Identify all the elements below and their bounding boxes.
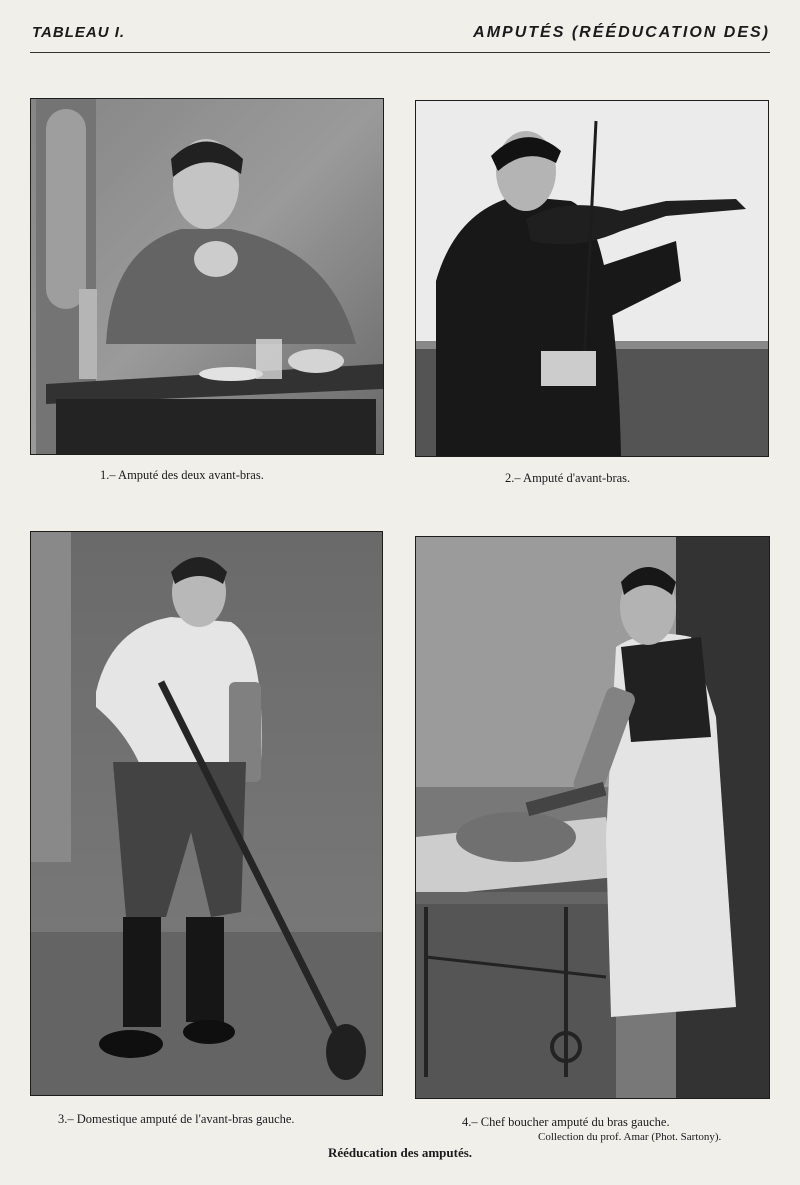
header-rule — [30, 52, 770, 53]
plate-number: TABLEAU I. — [32, 24, 126, 41]
photo-man-playing-violin — [415, 100, 769, 457]
running-title: AMPUTÉS (RÉÉDUCATION DES) — [473, 24, 770, 41]
photo-man-sweeping-broom — [30, 531, 383, 1096]
photo-credit: Collection du prof. Amar (Phot. Sartony). — [538, 1131, 722, 1143]
page-caption: Rééducation des amputés. — [327, 1145, 473, 1160]
figure-caption-4: 4.– Chef boucher amputé du bras gauche. — [462, 1115, 670, 1129]
photo-butcher-at-table — [415, 536, 770, 1099]
figure-caption-3: 3.– Domestique amputé de l'avant-bras gauche. — [58, 1112, 295, 1126]
figure-caption-1: 1.– Amputé des deux avant-bras. — [100, 468, 264, 482]
figure-caption-2: 2.– Amputé d'avant-bras. — [505, 471, 631, 485]
photo-seated-man-smoking — [30, 98, 384, 455]
